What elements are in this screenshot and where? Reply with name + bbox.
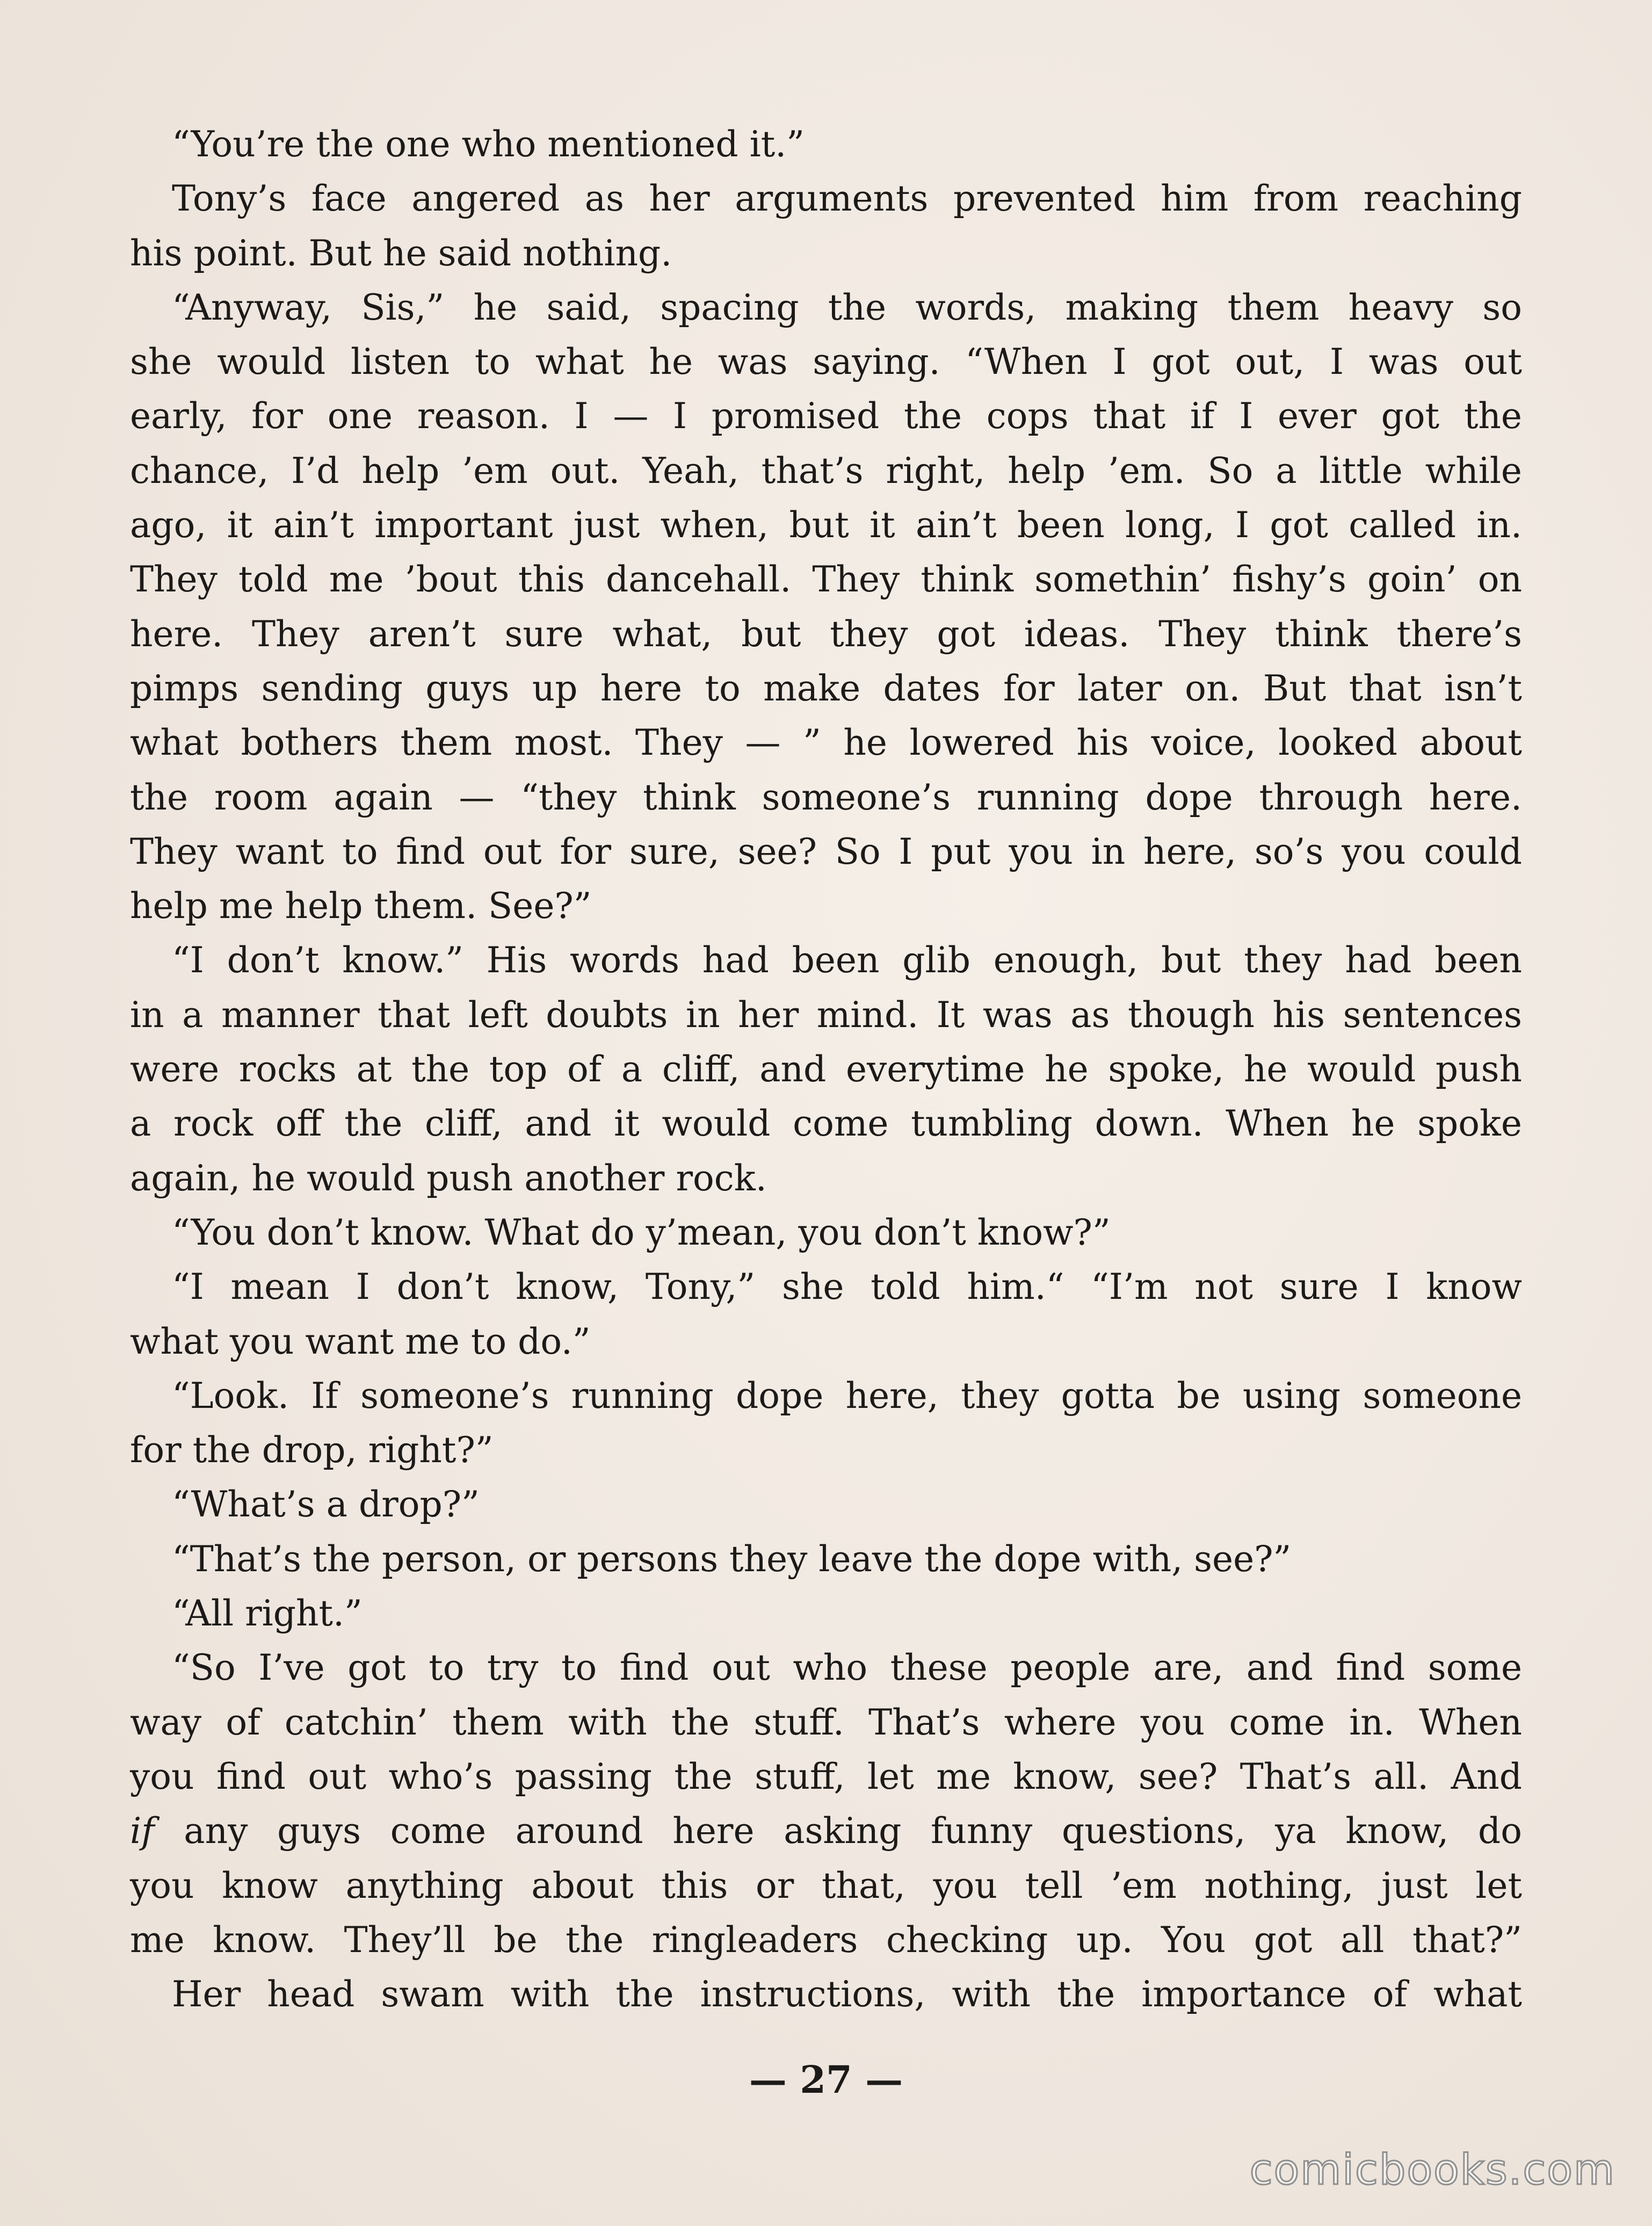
text-line: “Anyway, Sis,” he said, spacing the words, making them heavy so	[172, 286, 1522, 328]
text-line: Tony’s face angered as her arguments prevented him from reaching	[172, 178, 1522, 220]
text-line: if any guys come around here asking funny questions, ya know, do	[130, 1810, 1522, 1852]
text-line: They want to find out for sure, see? So I put you in here, so’s you could	[130, 830, 1522, 872]
text-line: “All right.”	[172, 1593, 363, 1635]
text-line: “So I’ve got to try to find out who these people are, and find some	[172, 1647, 1522, 1689]
text-line: pimps sending guys up here to make dates for later on. But that isn’t	[130, 667, 1522, 709]
text-line: Her head swam with the instructions, with the importance of what	[172, 1974, 1522, 2015]
text-line: the room again — “they think someone’s running dope through here.	[130, 776, 1522, 818]
text-line: were rocks at the top of a cliff, and everytime he spoke, he would push	[130, 1049, 1522, 1090]
text-line: “You don’t know. What do y’mean, you don’t know?”	[172, 1211, 1111, 1253]
text-line: what bothers them most. They — ” he lowered his voice, looked about	[130, 722, 1522, 764]
text-line: “I don’t know.” His words had been glib enough, but they had been	[172, 939, 1522, 981]
text-line: way of catchin’ them with the stuff. That’s where you come in. When	[130, 1701, 1522, 1743]
text-line: what you want me to do.”	[130, 1320, 591, 1362]
text-line: “What’s a drop?”	[172, 1484, 480, 1526]
text-line: again, he would push another rock.	[130, 1157, 767, 1199]
text-line: me know. They’ll be the ringleaders checking up. You got all that?”	[130, 1919, 1522, 1961]
text-line: you find out who’s passing the stuff, let me know, see? That’s all. And	[130, 1755, 1522, 1797]
watermark: comicbooks.com	[1249, 2146, 1615, 2194]
text-line: “I mean I don’t know, Tony,” she told him.“ “I’m not sure I know	[172, 1266, 1522, 1308]
text-line: “Look. If someone’s running dope here, they gotta be using someone	[172, 1375, 1522, 1416]
text-line: his point. But he said nothing.	[130, 232, 672, 274]
text-line: for the drop, right?”	[130, 1429, 494, 1471]
text-line: “That’s the person, or persons they leave the dope with, see?”	[172, 1538, 1292, 1580]
text-line: help me help them. See?”	[130, 885, 592, 927]
text-line: early, for one reason. I — I promised the cops that if I ever got the	[130, 395, 1522, 437]
text-line: here. They aren’t sure what, but they got ideas. They think there’s	[130, 613, 1522, 655]
text-line: she would listen to what he was saying. “When I got out, I was out	[130, 341, 1522, 383]
text-line: you know anything about this or that, you tell ’em nothing, just let	[130, 1864, 1522, 1906]
text-line: chance, I’d help ’em out. Yeah, that’s right, help ’em. So a little while	[130, 450, 1522, 492]
text-line: They told me ’bout this dancehall. They think somethin’ fishy’s goin’ on	[130, 559, 1522, 601]
page-text	[130, 117, 1522, 2021]
text-line: ago, it ain’t important just when, but it ain’t been long, I got called in.	[130, 504, 1522, 546]
page-number: — 27 —	[749, 2057, 903, 2102]
text-line: a rock off the cliff, and it would come tumbling down. When he spoke	[130, 1103, 1522, 1145]
text-line: “You’re the one who mentioned it.”	[172, 124, 805, 165]
text-line: in a manner that left doubts in her mind. It was as though his sentences	[130, 994, 1522, 1036]
